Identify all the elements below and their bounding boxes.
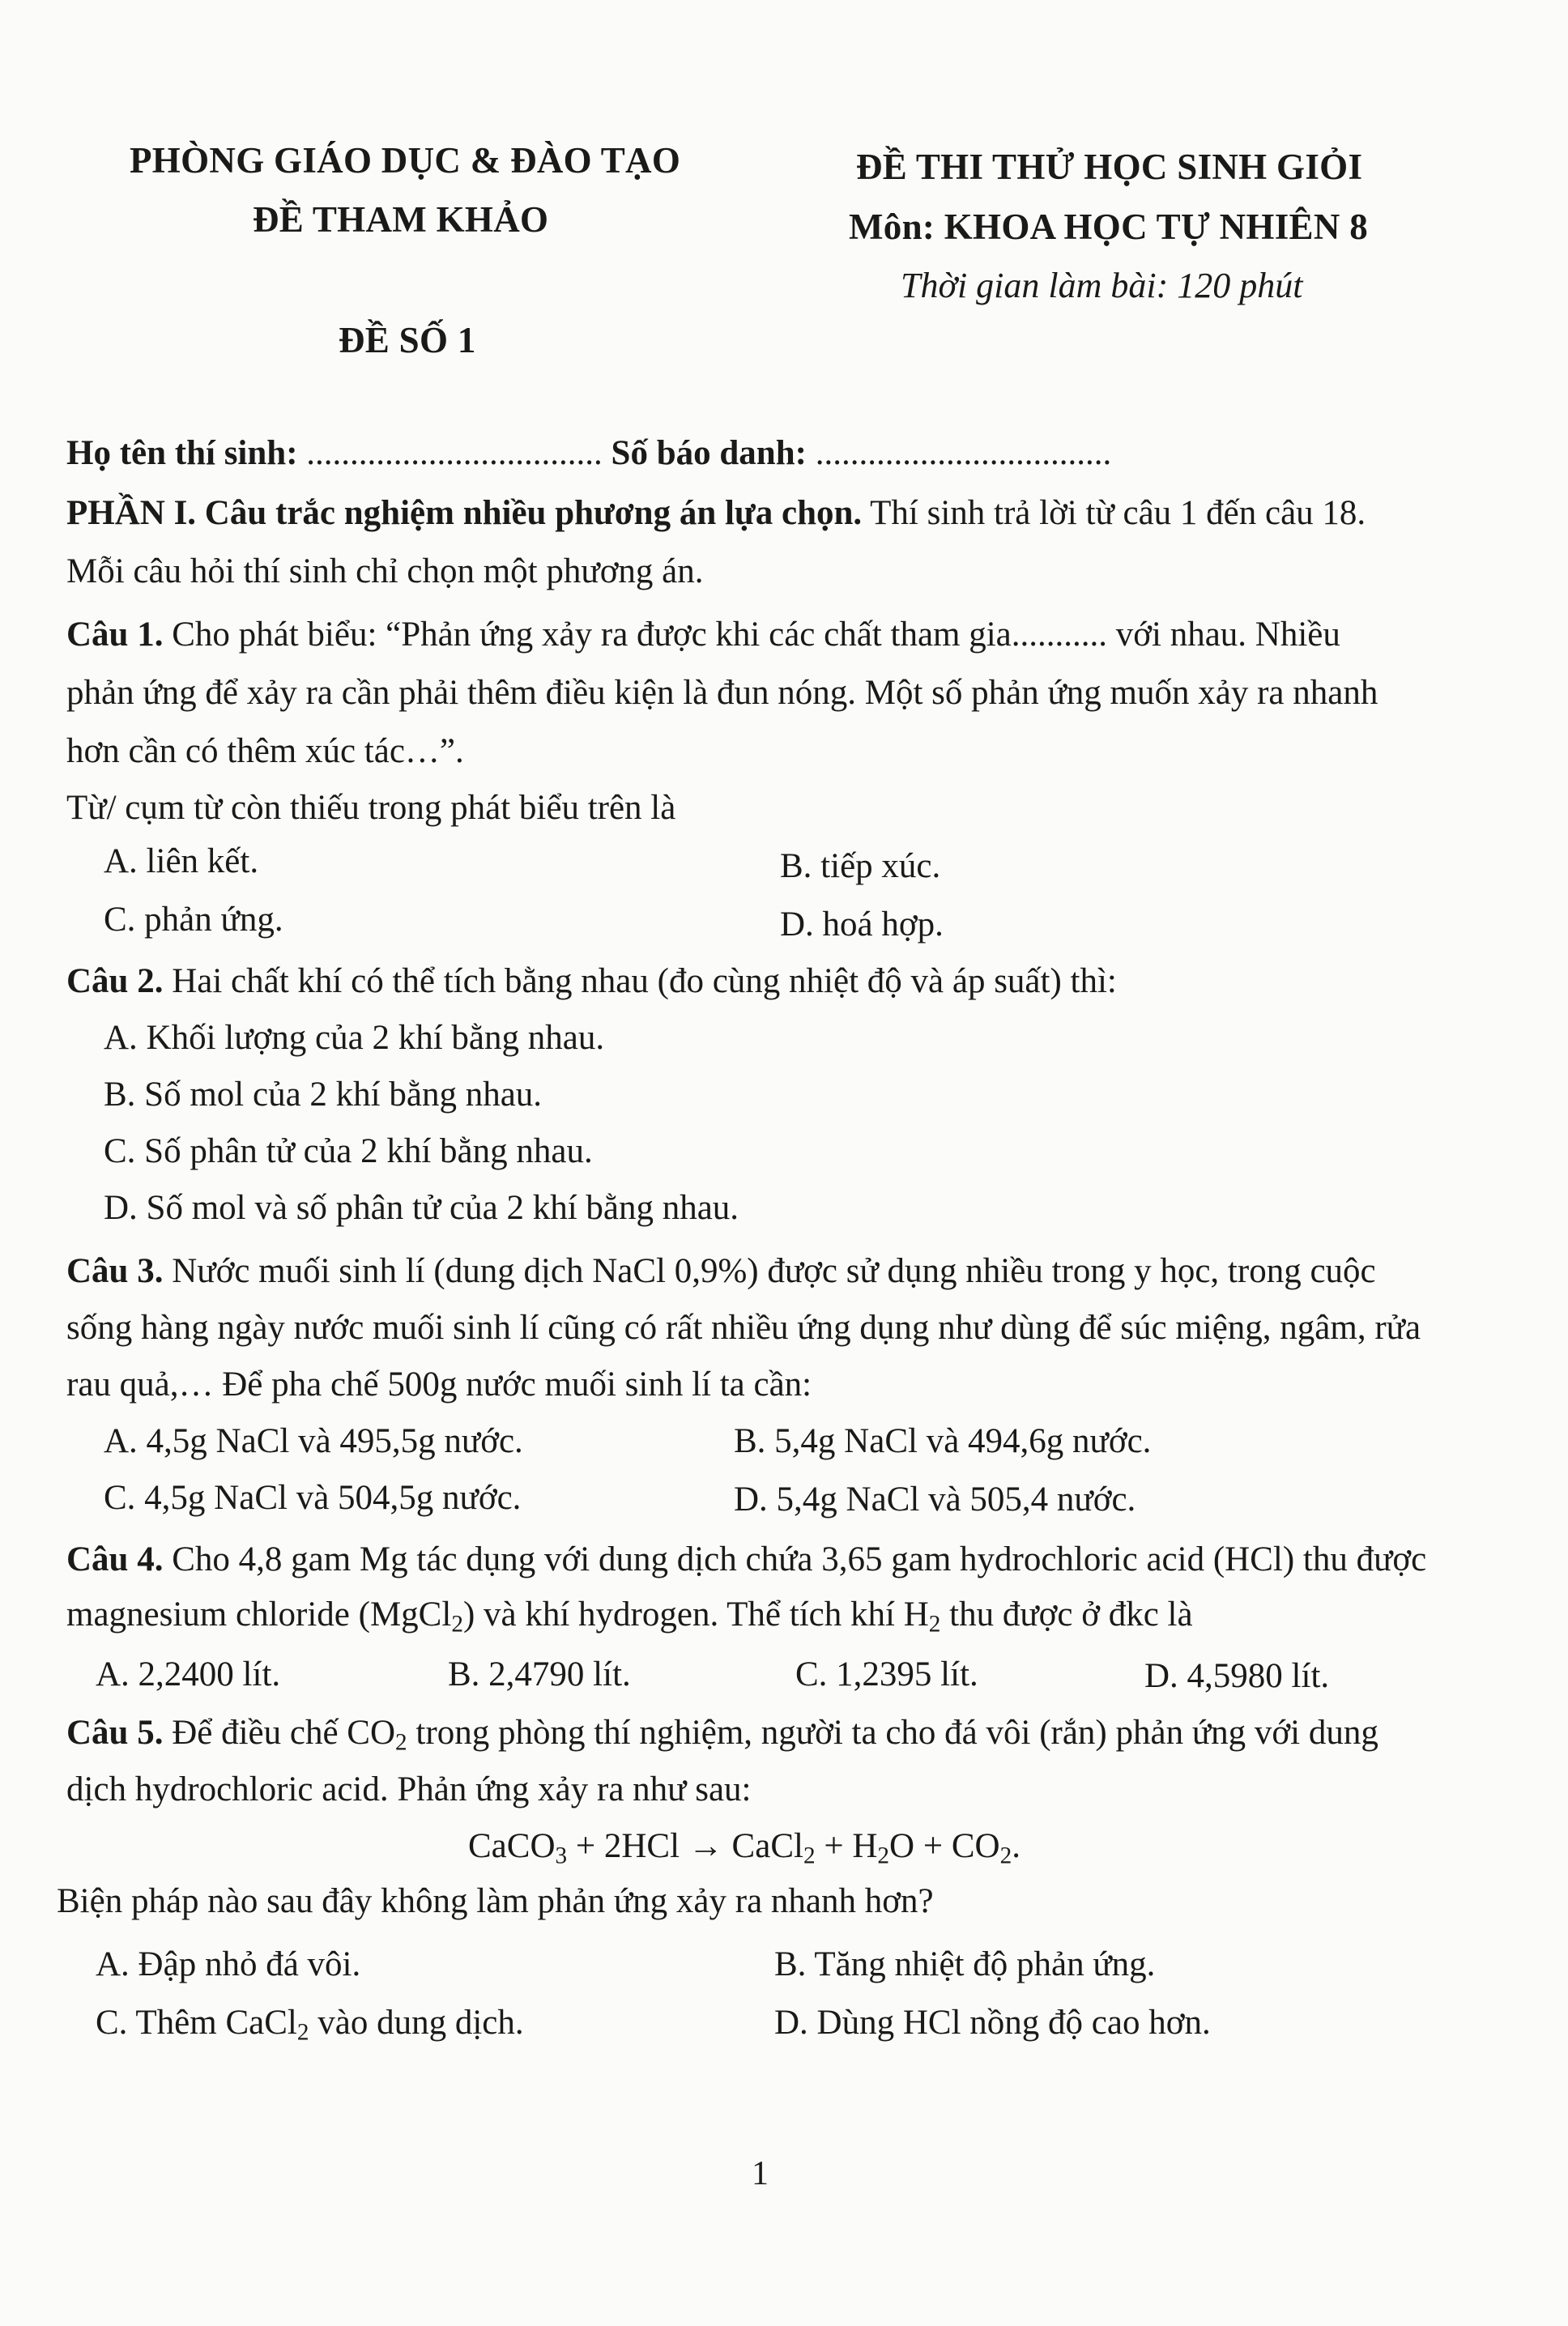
q5-option-c-a: C. Thêm CaCl [96, 2004, 297, 2042]
q1-line-2: phản ứng để xảy ra cần phải thêm điều kiện là đun nóng. Một số phản ứng muốn xảy ra nhanh [66, 674, 1378, 712]
eq-sub-co2: 2 [999, 1842, 1012, 1869]
reference-heading: ĐỀ THAM KHẢO [253, 199, 549, 240]
q5-option-d: D. Dùng HCl nồng độ cao hơn. [774, 2004, 1211, 2042]
part1-instruction-2: Mỗi câu hỏi thí sinh chỉ chọn một phương án. [66, 552, 704, 590]
part1-instruction: Thí sinh trả lời từ câu 1 đến câu 18. [862, 494, 1366, 532]
q4-text-2c: thu được ở đkc là [940, 1595, 1193, 1634]
exam-title: ĐỀ THI THỬ HỌC SINH GIỎI [856, 147, 1363, 187]
q5-option-b: B. Tăng nhiệt độ phản ứng. [774, 1945, 1156, 1983]
q2-option-b: B. Số mol của 2 khí bằng nhau. [104, 1076, 543, 1114]
q2-line-1 [66, 964, 1117, 999]
q3-option-d: D. 5,4g NaCl và 505,4 nước. [734, 1480, 1136, 1519]
q5-line-2: dịch hydrochloric acid. Phản ứng xảy ra như sau: [66, 1770, 752, 1808]
eq-sub-h2o: 2 [877, 1842, 890, 1869]
q4-sub-mgcl2: 2 [451, 1611, 463, 1638]
eq-part-a: CaCO [468, 1827, 556, 1865]
q3-line-1 [66, 1254, 1376, 1289]
q3-option-a: A. 4,5g NaCl và 495,5g nước. [104, 1422, 523, 1460]
eq-sub-3: 3 [555, 1842, 568, 1869]
q4-text-2b: ) và khí hydrogen. Thể tích khí H [462, 1595, 929, 1634]
q5-option-a: A. Đập nhỏ đá vôi. [96, 1945, 361, 1983]
eq-part-c: + H [815, 1827, 878, 1865]
q5-option-c-sub: 2 [296, 2019, 309, 2046]
candidate-name-label: Họ tên thí sinh: [66, 434, 298, 472]
q5-question: Biện pháp nào sau đây không làm phản ứng xảy ra nhanh hơn? [57, 1882, 934, 1920]
eq-part-b: + 2HCl → CaCl [567, 1827, 803, 1865]
q1-option-a: A. liên kết. [104, 842, 259, 880]
q2-text-1: Hai chất khí có thể tích bằng nhau (đo cùng nhiệt độ và áp suất) thì: [163, 962, 1117, 1000]
q1-line-4: Từ/ cụm từ còn thiếu trong phát biểu trên là [66, 789, 676, 827]
department-heading: PHÒNG GIÁO DỤC & ĐÀO TẠO [130, 140, 681, 181]
q5-option-c-b: vào dung dịch. [309, 2004, 524, 2042]
q4-option-b: B. 2,4790 lít. [448, 1655, 631, 1693]
q1-line-1 [66, 617, 1340, 652]
exam-number: ĐỀ SỐ 1 [339, 320, 476, 360]
q4-text-1: Cho 4,8 gam Mg tác dụng với dung dịch chứa 3,65 gam hydrochloric acid (HCl) thu được [163, 1540, 1427, 1578]
q4-text-2a: magnesium chloride (MgCl [66, 1595, 452, 1634]
q5-text-1a: Để điều chế CO [163, 1714, 396, 1752]
q4-sub-h2: 2 [928, 1611, 941, 1638]
q5-label: Câu 5. [66, 1714, 164, 1752]
candidate-id-blank: .................................. [815, 434, 1112, 472]
q1-option-d: D. hoá hợp. [780, 905, 944, 944]
q1-option-c: C. phản ứng. [104, 901, 283, 939]
subject-line: Môn: KHOA HỌC TỰ NHIÊN 8 [849, 207, 1369, 247]
q4-line-2 [66, 1595, 1193, 1638]
q4-line-1 [66, 1542, 1426, 1577]
q1-text-1: Cho phát biểu: “Phản ứng xảy ra được khi các chất tham gia........... với nhau. Nhiều [163, 616, 1340, 654]
q2-option-a: A. Khối lượng của 2 khí bằng nhau. [104, 1019, 605, 1057]
q3-line-2: sống hàng ngày nước muối sinh lí cũng có rất nhiều ứng dụng như dùng để súc miệng, ngâm, rửa [66, 1309, 1421, 1347]
q2-label: Câu 2. [66, 962, 164, 1000]
q2-option-d: D. Số mol và số phân tử của 2 khí bằng nhau. [104, 1189, 739, 1227]
q3-option-c: C. 4,5g NaCl và 504,5g nước. [104, 1479, 522, 1517]
part1-heading [66, 496, 1366, 530]
q5-equation [468, 1827, 1020, 1869]
candidate-id-label: Số báo danh: [611, 434, 807, 472]
eq-part-e: . [1012, 1827, 1020, 1865]
q3-text-1: Nước muối sinh lí (dung dịch NaCl 0,9%) được sử dụng nhiều trong y học, trong cuộc [163, 1252, 1376, 1290]
eq-part-d: O + CO [889, 1827, 1000, 1865]
page-number: 1 [752, 2155, 769, 2192]
q5-text-1b: trong phòng thí nghiệm, người ta cho đá vôi (rắn) phản ứng với dung [407, 1714, 1378, 1752]
eq-sub-cacl2: 2 [803, 1842, 816, 1869]
q1-line-3: hơn cần có thêm xúc tác…”. [66, 732, 464, 770]
q3-option-b: B. 5,4g NaCl và 494,6g nước. [734, 1422, 1152, 1460]
q3-line-3: rau quả,… Để pha chế 500g nước muối sinh lí ta cần: [66, 1365, 812, 1404]
q4-option-c: C. 1,2395 lít. [795, 1655, 978, 1693]
q1-option-b: B. tiếp xúc. [780, 847, 941, 885]
q4-option-a: A. 2,2400 lít. [96, 1655, 281, 1693]
q4-option-d: D. 4,5980 lít. [1144, 1657, 1330, 1695]
q5-sub-co2: 2 [395, 1729, 407, 1756]
q4-label: Câu 4. [66, 1540, 164, 1578]
part1-title: PHẦN I. Câu trắc nghiệm nhiều phương án lựa chọn. [66, 494, 863, 532]
q5-option-c [96, 2004, 524, 2046]
q5-line-1 [66, 1714, 1378, 1756]
time-limit: Thời gian làm bài: 120 phút [901, 266, 1303, 305]
candidate-name-blank: .................................. [306, 434, 603, 472]
q1-label: Câu 1. [66, 616, 164, 654]
candidate-info [66, 436, 1111, 471]
q3-label: Câu 3. [66, 1252, 164, 1290]
q2-option-c: C. Số phân tử của 2 khí bằng nhau. [104, 1132, 593, 1170]
